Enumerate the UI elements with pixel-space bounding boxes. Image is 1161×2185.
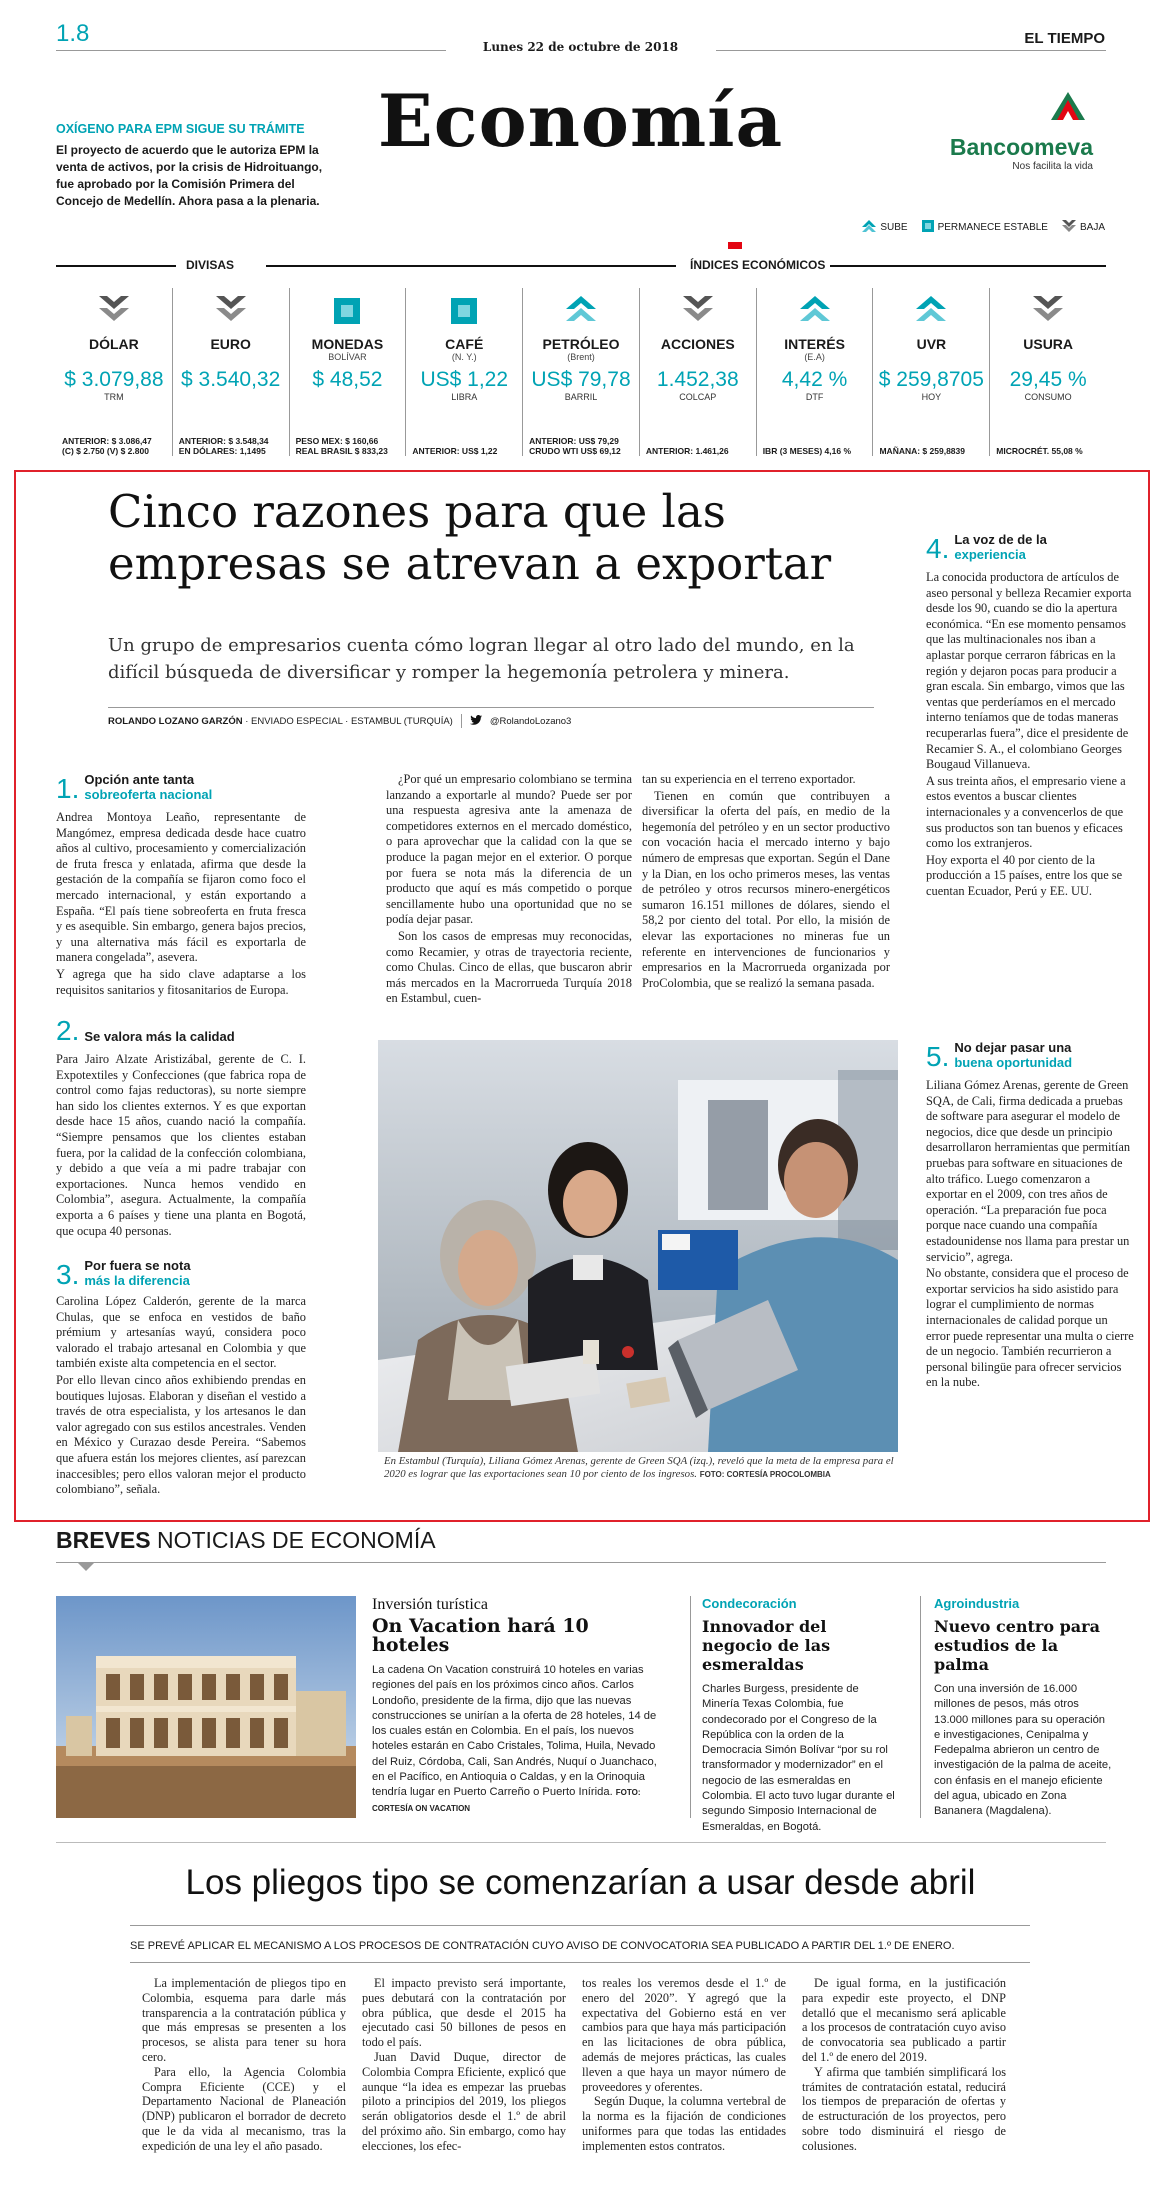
reason-title-highlight: sobreoferta nacional (84, 787, 213, 802)
indicator-footnote (642, 446, 752, 456)
indicator-unit: BARRIL (564, 392, 598, 402)
indicator-petróleo (523, 288, 640, 456)
indicator-value: 1.452,38 (656, 368, 739, 391)
indicator-footnote (525, 436, 635, 456)
stable-square-icon (447, 294, 481, 328)
rule (56, 1842, 1106, 1843)
down-arrow-icon (681, 294, 715, 328)
reason-2-heading (56, 1015, 306, 1046)
indicator-value: 4,42 % (781, 368, 848, 391)
reason-title: Opción ante tanta (84, 772, 195, 787)
indicator-unit: CONSUMO (1024, 392, 1072, 402)
indicator-name: ACCIONES (660, 336, 735, 352)
indicator-usura (990, 288, 1106, 456)
reason-5-body (926, 1078, 1134, 1391)
indicator-sub (873, 352, 989, 362)
sponsor-logo-icon (1043, 90, 1093, 130)
byline-separator (461, 714, 462, 728)
accent-mark (728, 242, 742, 249)
paragraph: Tienen en común que contribuyen a diversificar la oferta del país, en medio de la hegemonía del petróleo y en un sector productivo con vocación hacia el mercado interno y bajo número de empresas que exportan. Según el Dane y la Dian, en los ocho primeros meses, las ventas de petróleo y otros recursos minero-energéticos sumaron 16.151 millones de dólares, siendo el 58,2 por ciento del total. Por ello, la misión de elevar las exportaciones no mineras fue un referente en intervenciones de funcionarios y empresarios en la Macrorrueda organizada por ProColombia, que se realizó la semana pasada. (642, 788, 890, 990)
indicator-unit: HOY (921, 392, 942, 402)
sponsor-name: Bancoomeva (949, 134, 1093, 160)
bottom-column-1 (142, 1976, 346, 2154)
breves-title (56, 1527, 436, 1554)
paragraph: tos reales los veremos desde el 1.º de enero del 2020”. Y agregó que la expectativa del Gobierno está en ver cambios para que haya más participación en las licitaciones de obra pública, además de mejores prácticas, las cuales lleven a que haya un mayor número de proveedores y oferentes. (582, 1976, 786, 2094)
paragraph: Para ello, la Agencia Colombia Compra Eficiente (CCE) y el Departamento Nacional de Planeación (DNP) publicaron el borrador de decreto que le da vida al mecanismo, tras la expedición de una ley el año pasado. (142, 2064, 346, 2153)
reason-3 (56, 1258, 306, 1499)
down-arrow-icon (1062, 220, 1076, 235)
indicator-sub (56, 352, 172, 362)
sponsor (923, 90, 1093, 172)
reason-title-highlight: más la diferencia (84, 1273, 190, 1288)
page-number: 1.8 (56, 20, 90, 47)
indicator-value: $ 259,8705 (878, 368, 984, 391)
paragraph: Son los casos de empresas muy reconocidas, como Recamier, y otras de trayectoria reciente, como Chulas. Cinco de ellas, que buscaron abrir más mercados en la Macrorrueda Turquía 2018 en Estambul, cuen- (386, 928, 632, 1006)
reason-number: 1. (56, 773, 80, 804)
indicator-value: 29,45 % (1009, 368, 1087, 391)
indicator-sub: (E.A) (804, 352, 825, 362)
paragraph: Para Jairo Alzate Aristizábal, gerente de C. I. Expotextiles y Confecciones (que fabrica ropa de control como fajas reductoras), su norte siempre han sido los clientes externos. Y es que exportan desde hace 15 años, cuando nació la compañía. “Siempre pensamos que los clientes estaban fuera, por la calidad de la confección colombiana, y debido a que veía a mi padre trabajar con exportaciones. Nunca hemos vendido en Colombia”, asegura. Actualmente, la compañía exporta a 6 países y tiene una planta en Bogotá, que ocupa 40 personas. (56, 1052, 306, 1238)
legend-stable-label: PERMANECE ESTABLE (937, 222, 1048, 233)
brief-title: Innovador del negocio de las esmeraldas (702, 1617, 831, 1674)
indicator-value: US$ 79,78 (531, 368, 631, 391)
paragraph: Liliana Gómez Arenas, gerente de Green SQA, de Cali, firma dedicada a pruebas de software para asegurar el modelo de negocios, dice que desde un principio desarrollaron herramientas que permitían pruebas para software en situaciones de alto tráfico. Luego comenzaron a exportar en el 2009, con tres años de operación. “La preparación fue poca porque nace cuando una compañía estadounidense nos llama para prestar un servicio”, agrega. (926, 1078, 1131, 1264)
down-arrow-icon (1031, 294, 1065, 328)
footnote-line: ANTERIOR: US$ 1,22 (412, 446, 498, 456)
intro-column-1 (386, 772, 632, 1008)
up-arrow-icon (862, 220, 876, 235)
footnote-line: PESO MEX: $ 160,66 (295, 436, 379, 446)
reason-number: 3. (56, 1259, 80, 1290)
indicator-name: EURO (210, 336, 251, 352)
indicator-café (406, 288, 523, 456)
photo-caption (384, 1455, 894, 1481)
paragraph: tan su experiencia en el terreno exportador. (642, 772, 856, 786)
sponsor-tagline: Nos facilita la vida (1012, 161, 1093, 172)
reason-5 (926, 1040, 1134, 1392)
indicator-unit: COLCAP (679, 392, 717, 402)
paragraph: A sus treinta años, el empresario viene a estos eventos a buscar clientes internacionales y a convencerlos de que sus productos son tan buenos y eficaces como los extranjeros. (926, 773, 1126, 851)
footnote-line: ANTERIOR: US$ 79,29 (529, 436, 619, 446)
rule (716, 50, 1106, 51)
legend-up-label: SUBE (880, 222, 908, 233)
footnote-line: CRUDO WTI US$ 69,12 (529, 446, 621, 456)
photo-credit: FOTO: CORTESÍA ON VACATION (372, 1788, 641, 1813)
reason-4 (926, 532, 1134, 900)
down-arrow-icon (97, 294, 131, 328)
indicator-value: US$ 1,22 (420, 368, 509, 391)
bottom-headline: Los pliegos tipo se comenzarían a usar desde abril (185, 1863, 976, 1902)
reason-2-body (56, 1052, 306, 1239)
date: Lunes 22 de octubre de 2018 (482, 40, 679, 54)
indicator-value: $ 48,52 (312, 368, 383, 391)
bottom-column-3 (582, 1976, 786, 2154)
author-role: · ENVIADO ESPECIAL · ESTAMBUL (TURQUÍA) (242, 715, 453, 727)
reason-1-body (56, 810, 306, 998)
brief-text: Charles Burgess, presidente de Minería Texas Colombia, fue condecorado por el Congreso de la República con la orden de la Democracia Simón Bolívar “por su rol transformador y modernizador” en el negocio de las esmeraldas en Colombia. El acto tuvo lugar durante el segundo Simposio Internacional de Esmeraldas, en Bogotá. (702, 1683, 895, 1833)
brief-title: Nuevo centro para estudios de la palma (934, 1617, 1100, 1674)
paragraph: Y afirma que también simplificará los trámites de contratación estatal, reducirá los tiempos de preparación de ofertas y de estructuración de los proyectos, pero sobre todo disminuirá el riesgo de colusiones. (802, 2064, 1006, 2153)
reason-5-heading (926, 1040, 1134, 1070)
bottom-column-2 (362, 1976, 566, 2154)
promo-title: OXÍGENO PARA EPM SIGUE SU TRÁMITE (56, 122, 305, 136)
indicator-sub (640, 352, 756, 362)
footnote-line: REAL BRASIL $ 833,23 (295, 446, 388, 456)
paragraph: Juan David Duque, director de Colombia Compra Eficiente, explicó que aunque “la idea es empezar las pruebas piloto a principios del 2019, los pliegos serán obligatorios desde el 1.º de abril del próximo año. Sin embargo, como hay elecciones, los efec- (362, 2049, 566, 2153)
indicator-sub: (N. Y.) (451, 352, 477, 362)
brief-title: On Vacation hará 10 hoteles (372, 1615, 589, 1656)
column-divider (920, 1596, 921, 1818)
breves-title-rest: NOTICIAS DE ECONOMÍA (150, 1527, 436, 1553)
reason-3-heading (56, 1258, 306, 1288)
indicator-footnote (759, 446, 869, 456)
reason-title-highlight: experiencia (954, 547, 1026, 562)
indicator-name: CAFÉ (445, 336, 484, 352)
brief-2 (702, 1596, 898, 1835)
brief-kicker: Agroindustria (934, 1596, 1020, 1611)
reason-number: 2. (56, 1015, 80, 1046)
footnote-line: MICROCRÉT. 55,08 % (996, 446, 1083, 456)
breves-pointer (78, 1563, 94, 1571)
reason-title: No dejar pasar una (954, 1040, 1072, 1055)
indicator-unit: LIBRA (451, 392, 478, 402)
rule (130, 1925, 1030, 1926)
reason-title: La voz de de la (954, 532, 1047, 547)
indicator-monedas (290, 288, 407, 456)
reason-title: Por fuera se nota (84, 1258, 191, 1273)
reason-title-highlight: buena oportunidad (954, 1055, 1073, 1070)
paragraph: Hoy exporta el 40 por ciento de la producción a 15 países, entre los que se cuentan Ecuador, Perú y EE. UU. (926, 852, 1123, 898)
paragraph: El impacto previsto será importante, pues debutará con la contratación por obra pública, que desde el 2015 ha ejecutado casi 50 billones de pesos en todo el país. (362, 1976, 566, 2050)
paragraph: ¿Por qué un empresario colombiano se termina lanzando a exportarle al mundo? Puede ser por una respuesta agresiva ante la amenaza de competidores externos en el mercado doméstico, o para aprovechar que la calidad con la que se produce la pagan mejor en el exterior. O porque por fuera se nota más la diferencia de un producto que aquí es más competido o porque sencillamente hubo una oportunidad que no se podía dejar pasar. (386, 772, 632, 927)
indicator-dólar (56, 288, 173, 456)
reason-4-heading (926, 532, 1134, 562)
indicator-footnote (175, 436, 285, 456)
rule (130, 1962, 1030, 1963)
byline (108, 714, 571, 728)
reason-3-body (56, 1294, 306, 1498)
indicator-footnote (58, 436, 168, 456)
footnote-line: ANTERIOR: $ 3.548,34 (178, 436, 269, 446)
footnote-line: (C) $ 2.750 (V) $ 2.800 (62, 446, 149, 456)
column-divider (690, 1596, 691, 1818)
brief-kicker: Inversión turística (372, 1596, 488, 1613)
paragraph: La conocida productora de artículos de aseo personal y belleza Recamier exporta desde los 90, cuando se dio la apertura económica. “En ese momento pensamos que las multinacionales nos iban a aplastar porque cerraron fábricas en la región y dejaron pocas para producir a gran escala. Sin embargo, vimos que las ventas que perderíamos en el mercado interno teníamos que de todas maneras recuperarlas fuera”, dice el presidente de Recamier S. A., el colombiano Georges Bougaud Villanueva. (926, 570, 1132, 772)
indicators-strip (56, 288, 1106, 456)
footnote-line: ANTERIOR: 1.461,26 (645, 446, 729, 456)
twitter-handle: @RolandoLozano3 (489, 715, 572, 727)
divisas-label: DIVISAS (186, 258, 235, 272)
up-arrow-icon (914, 294, 948, 328)
stable-square-icon (330, 294, 364, 328)
bottom-column-4 (802, 1976, 1006, 2154)
bottom-subhead: SE PREVÉ APLICAR EL MECANISMO A LOS PROCESOS DE CONTRATACIÓN CUYO AVISO DE CONVOCATORIA SEA PUBLICADO A PARTIR DEL 1.º DE ENERO. (130, 1940, 955, 1952)
section-title: Economía (377, 78, 784, 163)
breves-title-bold: BREVES (56, 1527, 151, 1553)
stable-square-icon (922, 220, 934, 235)
brief-3 (934, 1596, 1112, 1820)
indicator-euro (173, 288, 290, 456)
indicator-name: UVR (916, 336, 947, 352)
photo-credit: FOTO: CORTESÍA PROCOLOMBIA (699, 1470, 831, 1479)
legend-down-label: BAJA (1079, 222, 1105, 233)
paragraph: Por ello llevan cinco años exhibiendo prendas en boutiques lujosas. Elaboran y diseñan el vestido a través de otra especialista, y los artesanos le dan valor agregado con sus estilos ancestrales. Venden en México y Curazao desde Pereira. “Sabemos que afuera están los mejores clientes, así parezcan inaccesibles; pero ellos valoran mejor el producto colombiano”, señala. (56, 1372, 306, 1497)
event-photo (378, 1040, 898, 1452)
promo-text: El proyecto de acuerdo que le autoriza EPM la venta de activos, por la crisis de Hidroituango, fue aprobado por la Comisión Primera del Concejo de Medellín. Ahora pasa a la plenaria. (56, 143, 323, 208)
indicator-name: PETRÓLEO (542, 336, 620, 352)
paragraph: Y agrega que ha sido clave adaptarse a los requisitos sanitarios y fitosanitarios de Europa. (56, 966, 306, 997)
rule (830, 265, 1106, 267)
footnote-line: ANTERIOR: $ 3.086,47 (62, 436, 152, 446)
indicator-legend (862, 220, 1105, 235)
indicator-uvr (873, 288, 990, 456)
author-name: ROLANDO LOZANO GARZÓN (108, 715, 243, 727)
brief-1 (372, 1596, 672, 1816)
indicator-name: MONEDAS (311, 336, 384, 352)
paragraph: Según Duque, la columna vertebral de la norma es la fijación de condiciones uniformes para que todas las entidades implementen estos contratos. (582, 2094, 786, 2153)
indicator-sub (173, 352, 289, 362)
caption-text: En Estambul (Turquía), Liliana Gómez Arenas, gerente de Green SQA (izq.), reveló que la meta de la empresa para el 2020 es lograr que las exportaciones sean 10 por ciento de los ingresos. (384, 1455, 894, 1480)
reason-1 (56, 772, 306, 999)
reason-4-body (926, 570, 1134, 899)
brief-text (372, 1663, 672, 1816)
indicator-unit: DTF (805, 392, 824, 402)
brief-kicker: Condecoración (702, 1596, 797, 1611)
indicator-acciones (640, 288, 757, 456)
indicator-unit: TRM (104, 392, 124, 402)
indicator-name: INTERÉS (784, 336, 845, 352)
paragraph: Andrea Montoya Leaño, representante de Mangómez, empresa dedicada desde hace cuatro años al cultivo, procesamiento y comercialización de fruta fresca y enlatada, afirma que desde la gestación de la compañía se fijaron como foco el mercado internacional, y están exportando a España. “El país tiene sobreoferta en fruta fresca y es asequible. Sin embargo, genera bajos precios, y una alternativa más fácil es exportarla de manera congelada”, asevera. (56, 810, 306, 965)
rule (266, 265, 676, 267)
paragraph: De igual forma, en la justificación para expedir este proyecto, el DNP detalló que el mecanismo será aplicable a los procesos de contratación cuyo aviso de convocatoria sea publicado a partir del 1.º de enero del 2019. (802, 1976, 1006, 2064)
indices-label: ÍNDICES ECONÓMICOS (690, 258, 826, 272)
brief-text: Con una inversión de 16.000 millones de pesos, más otros 13.000 millones para su operación e investigaciones, Cenipalma y Fedepalma abrieron un centro de investigación de la palma de aceite, con énfasis en el manejo eficiente del agua, ubicado en Zona Bananera (Magdalena). (934, 1683, 1112, 1818)
footnote-line: MAÑANA: $ 259,8839 (879, 446, 965, 456)
rule (56, 1562, 1106, 1563)
indicator-name: DÓLAR (89, 336, 139, 352)
up-arrow-icon (798, 294, 832, 328)
footnote-line: EN DÓLARES: 1,1495 (178, 446, 266, 456)
footnote-line: IBR (3 MESES) 4,16 % (762, 446, 852, 456)
paragraph: Carolina López Calderón, gerente de la marca Chulas, que se enfoca en vestidos de baño prémium y artesanías wayú, considera poco valorado el trabajo artesanal en Colombia y que también existe alta competencia en el sector. (56, 1294, 306, 1371)
indicator-sub: BOLÍVAR (328, 352, 367, 362)
article-headline: Cinco razones para que las empresas se atrevan a exportar (108, 485, 832, 590)
indicator-footnote (408, 446, 518, 456)
reason-2 (56, 1015, 306, 1240)
reason-number: 5. (926, 1041, 950, 1072)
twitter-icon (470, 715, 482, 728)
hotel-photo (56, 1596, 356, 1818)
reason-1-heading (56, 772, 306, 802)
indicator-sub: (Brent) (567, 352, 595, 362)
indicator-interés (757, 288, 874, 456)
brief-body: La cadena On Vacation construirá 10 hoteles en varias regiones del país en los próximos cinco años. Carlos Londoño, presidente de la firma, dijo que las nuevas construcciones se unirían a la oferta de 28 hoteles, 14 de los cuales están en Colombia. En el país, los nuevos hoteles estarán en Cabo Cristales, Tolima, Huila, Nevado del Ruiz, Córdoba, Cali, San Andrés, Nuquí o Juanchaco, en el Pacífico, en Antioquia o Caldas, y en la Orinoquia tendría lugar en Puerto Carreño o Puerto Inírida. (372, 1664, 657, 1799)
indicator-footnote (992, 446, 1102, 456)
rule (108, 707, 874, 708)
paragraph: No obstante, considera que el proceso de exportar servicios ha sido asistido para lograr el cumplimiento de normas internacionales de calidad porque un error puede representar una multa o cierre de un negocio. También recurrieron a personal bilingüe para ofrecer servicios en la nube. (926, 1266, 1134, 1390)
indicator-value: $ 3.540,32 (181, 368, 281, 391)
rule (56, 50, 446, 51)
indicator-footnote (875, 446, 985, 456)
down-arrow-icon (214, 294, 248, 328)
up-arrow-icon (564, 294, 598, 328)
indicator-name: USURA (1023, 336, 1074, 352)
reason-number: 4. (926, 533, 950, 564)
intro-column-2 (642, 772, 890, 992)
article-subhead: Un grupo de empresarios cuenta cómo logran llegar al otro lado del mundo, en la difícil búsqueda de diversificar y romper la hegemonía petrolera y minera. (108, 635, 855, 683)
indicator-sub (990, 352, 1106, 362)
paragraph: La implementación de pliegos tipo en Colombia, esquema para darle más transparencia a la contratación pública y que más empresas se presenten a los procesos, se alista para tener su hora cero. (142, 1976, 346, 2064)
indicator-footnote (292, 436, 402, 456)
newspaper-brand: EL TIEMPO (1024, 30, 1105, 47)
article-photo (378, 1040, 898, 1452)
rule (56, 265, 176, 267)
indicator-value: $ 3.079,88 (64, 368, 164, 391)
reason-title: Se valora más la calidad (84, 1029, 235, 1044)
